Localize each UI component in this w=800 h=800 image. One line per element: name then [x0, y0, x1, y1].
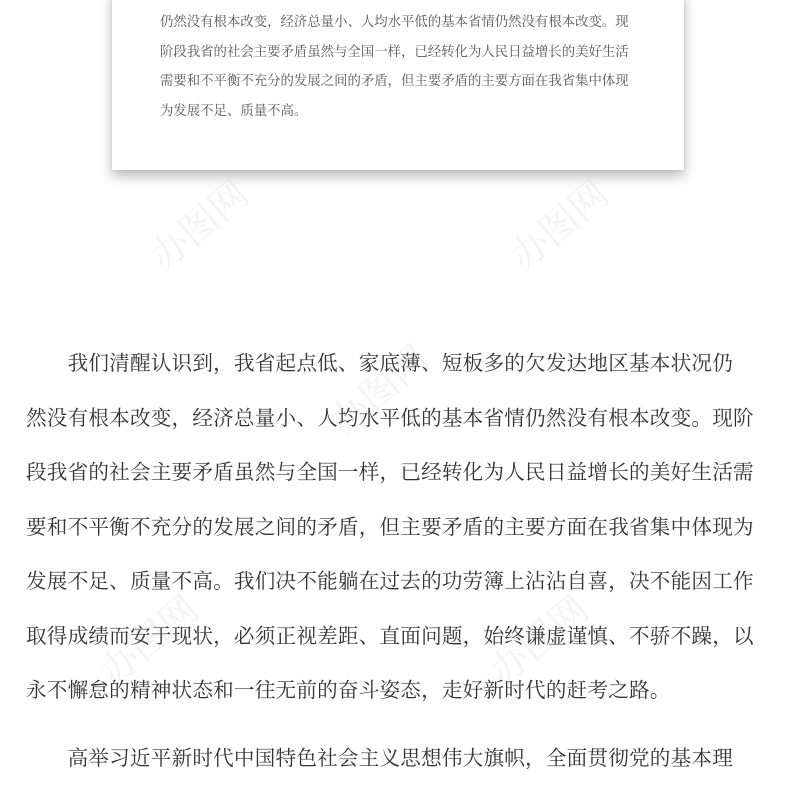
quote-card-text: 仍然没有根本改变，经济总量小、人均水平低的基本省情仍然没有根本改变。现 阶段我省的社会主要矛盾虽然与全国一样，已经转化为人民日益增长的美好生活 需要和不平衡不充分的发展之间的矛盾，但主要矛盾的主要方面在我省集中体现 为发展不足、质量不高。 — [160, 15, 629, 119]
article-paragraph-2: 高举习近平新时代中国特色社会主义思想伟大旗帜，全面贯彻党的基本理 — [26, 746, 733, 770]
quote-card — [112, 0, 684, 170]
watermark-logo: 办图网 — [501, 171, 618, 279]
watermark-logo: 办图网 — [141, 171, 258, 279]
watermark-logo: 办图网 — [91, 586, 208, 694]
watermark-logo: 办图网 — [481, 586, 598, 694]
article-paragraph-1: 我们清醒认识到，我省起点低、家底薄、短板多的欠发达地区基本状况仍 然没有根本改变，经济总量小、人均水平低的基本省情仍然没有根本改变。现阶 段我省的社会主要矛盾虽然与全国一样，已经转化为人民日益增长的美好生活需 要和不平衡不充分的发展之间的矛盾，但主要矛盾的主要方面在我省集中体现为 发展不足、质量不高。我们决不能躺在过去的功劳簿上沾沾自喜，决不能因工作 取得成绩而安于现状，必须正视差距、直面问题，始终谦虚谨慎、不骄不躁，以 永不懈怠的精神状态和一往无前的奋斗姿态，走好新时代的赶考之路。 — [26, 351, 754, 702]
watermark-logo: 办图网 — [321, 336, 438, 444]
